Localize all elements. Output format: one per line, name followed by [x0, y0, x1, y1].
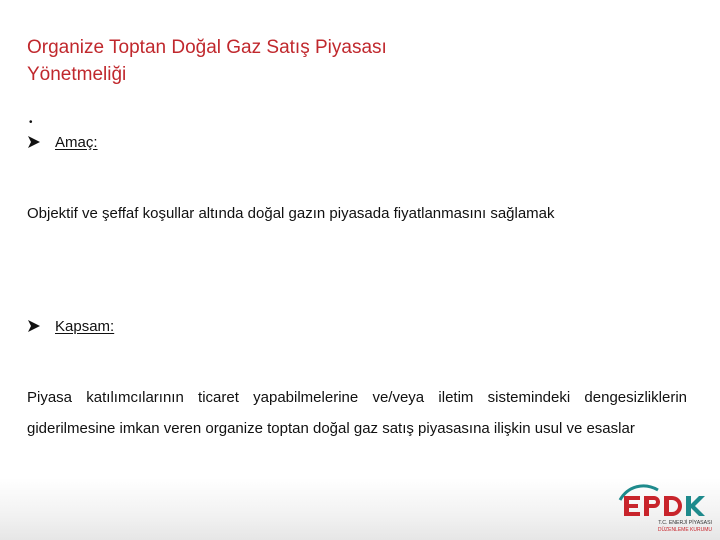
section-heading-label: Kapsam: [55, 317, 115, 335]
footer-band [0, 478, 720, 540]
bullet-dot: • [29, 117, 33, 128]
slide-title [27, 34, 587, 88]
section-heading-kapsam [27, 316, 114, 336]
slide-title-line-1: Organize Toptan Doğal Gaz Satış Piyasası [27, 37, 387, 58]
section-text-kapsam: Piyasa katılımcılarının ticaret yapabilmelerine ve/veya iletim sistemindeki dengesizliklerin giderilmesine imkan veren organize toptan doğal gaz satış piyasasına ilişkin usul ve esaslar [27, 389, 687, 437]
epdk-logo [618, 476, 714, 534]
logo-line-1: T.C. ENERJİ PİYASASI [658, 520, 712, 526]
section-heading-label: Amaç: [55, 133, 98, 151]
logo-line-2: DÜZENLEME KURUMU [657, 527, 712, 533]
arrow-bullet-icon [27, 319, 41, 333]
arrow-bullet-icon [27, 135, 41, 149]
slide-title-line-2: Yönetmeliği [27, 64, 127, 85]
section-text-amac: Objektif ve şeffaf koşullar altında doğal gazın piyasada fiyatlanmasını sağlamak [27, 205, 555, 222]
section-heading-amac [27, 132, 98, 152]
